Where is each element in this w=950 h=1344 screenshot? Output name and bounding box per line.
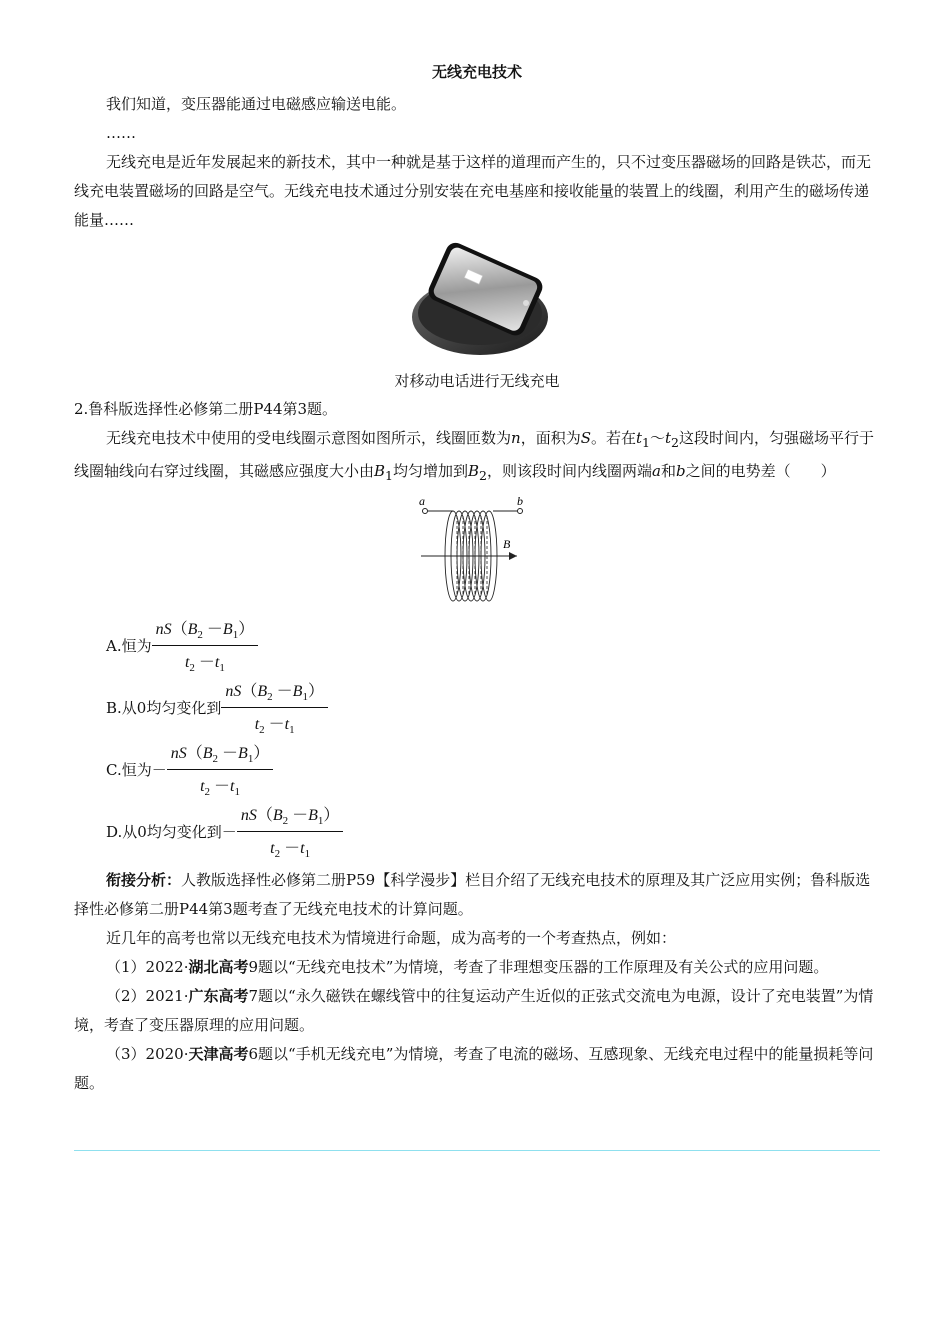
intro-paragraph: 我们知道，变压器能通过电磁感应输送电能。 [106,95,407,113]
fraction-numerator: $nS(B_2 -B_1)$ [221,678,328,707]
option-c-label: C.恒为－ [106,760,167,779]
exam-name: 天津高考 [188,1045,249,1063]
sub-2: 2 [479,468,487,483]
exam-item-1: （1）2022·湖北高考9题以“无线充电技术”为情境，考查了非理想变压器的工作原理及有关公式的应用问题。 [106,958,829,976]
stem-text: 和 [660,462,676,480]
option-b-label: B.从0均匀变化到 [106,698,222,717]
stem-text: 之间的电势差（ ） [685,462,836,480]
ellipsis-line: …… [106,124,136,142]
sub-2: 2 [671,435,679,450]
analysis-text: 人教版选择性必修第二册P59【科学漫步】栏目介绍了无线充电技术的原理及其广泛应用实例；鲁科版选择性必修第二册P44第3题考查了无线充电技术的计算问题。 [74,871,871,918]
fraction-denominator: $t_2 -t_1$ [200,777,240,798]
stem-text: ，则该段时间内线圈两端 [487,462,653,480]
phone-on-charger-image [402,237,552,361]
sub-1: 1 [385,468,393,483]
section-divider [74,1150,880,1151]
sub-1: 1 [642,435,650,450]
exam-item-2: （2）2021·广东高考7题以“永久磁铁在螺线管中的往复运动产生近似的正弦式交流电为电源，设计了充电装置”为情境，考查了变压器原理的应用问题。 [74,987,874,1034]
exam-name: 广东高考 [188,987,249,1005]
analysis-section [74,866,880,1098]
stem-text: ，面积为 [520,429,581,447]
stem-text: 无线充电技术中使用的受电线圈示意图如图所示，线圈匝数为 [106,429,512,447]
exam-name: 湖北高考 [188,958,249,976]
stem-text: 。若在 [590,429,636,447]
terminal-b-label: b [517,496,523,508]
coil-figure [74,496,880,610]
option-c[interactable] [74,738,880,800]
question-source: 2.鲁科版选择性必修第二册P44第3题。 [74,400,338,418]
stem-text: 均匀增加到 [393,462,469,480]
fraction-numerator: $nS(B_2 -B_1)$ [237,802,344,831]
fraction-numerator: $nS(B_2 -B_1)$ [152,616,259,645]
option-d-label: D.从0均匀变化到－ [106,822,237,841]
option-a-label: A.恒为 [106,636,152,655]
var-t1: t [636,429,643,447]
option-a[interactable] [74,614,880,676]
doc-title: 无线充电技术 [431,63,522,81]
fraction-numerator: $nS(B_2 -B_1)$ [167,740,274,769]
figure1-caption: 对移动电话进行无线充电 [394,372,560,390]
option-c-fraction [167,740,274,797]
exam-item-3: （3）2020·天津高考6题以“手机无线充电”为情境，考查了电流的磁场、互感现象、无线充电过程中的能量损耗等问题。 [74,1045,874,1092]
phone-charging-figure [74,237,880,365]
fraction-denominator: $t_2 -t_1$ [184,653,225,674]
fraction-denominator: $t_2 -t_1$ [270,839,311,860]
option-a-fraction [152,616,259,673]
terminal-a-label: a [419,496,425,508]
option-b[interactable] [74,676,880,738]
stem-text: 这段时间内，匀强磁场平行于线圈轴线向右穿过线圈，其磁感应强度大小由 [74,429,874,480]
option-d[interactable] [74,800,880,862]
var-t2: t [665,429,672,447]
field-B-label: B [503,537,511,551]
var-S: S [580,429,591,447]
options-list [74,614,880,862]
analysis-label: 衔接分析： [106,871,182,889]
var-b: b [675,462,686,480]
analysis-paragraph [74,866,880,924]
var-n: n [511,429,521,447]
wireless-charging-paragraph: 无线充电是近年发展起来的新技术，其中一种就是基于这样的道理而产生的，只不过变压器磁场的回路是铁芯，而无线充电装置磁场的回路是空气。无线充电技术通过分别安装在充电基座和接收能量的装置上的线圈，利用产生的磁场传递能量…… [74,153,872,229]
tilde: ～ [649,429,665,447]
coil-diagram [417,496,537,606]
question-stem [74,424,880,490]
analysis-intro: 近几年的高考也常以无线充电技术为情境进行命题，成为高考的一个考查热点，例如： [106,929,677,947]
option-b-fraction [221,678,328,735]
document-page [74,60,880,1098]
var-B1: B [374,462,386,480]
var-a: a [652,462,661,480]
fraction-denominator: $t_2 -t_1$ [254,715,295,736]
option-d-fraction [237,802,344,859]
var-B2: B [468,462,480,480]
